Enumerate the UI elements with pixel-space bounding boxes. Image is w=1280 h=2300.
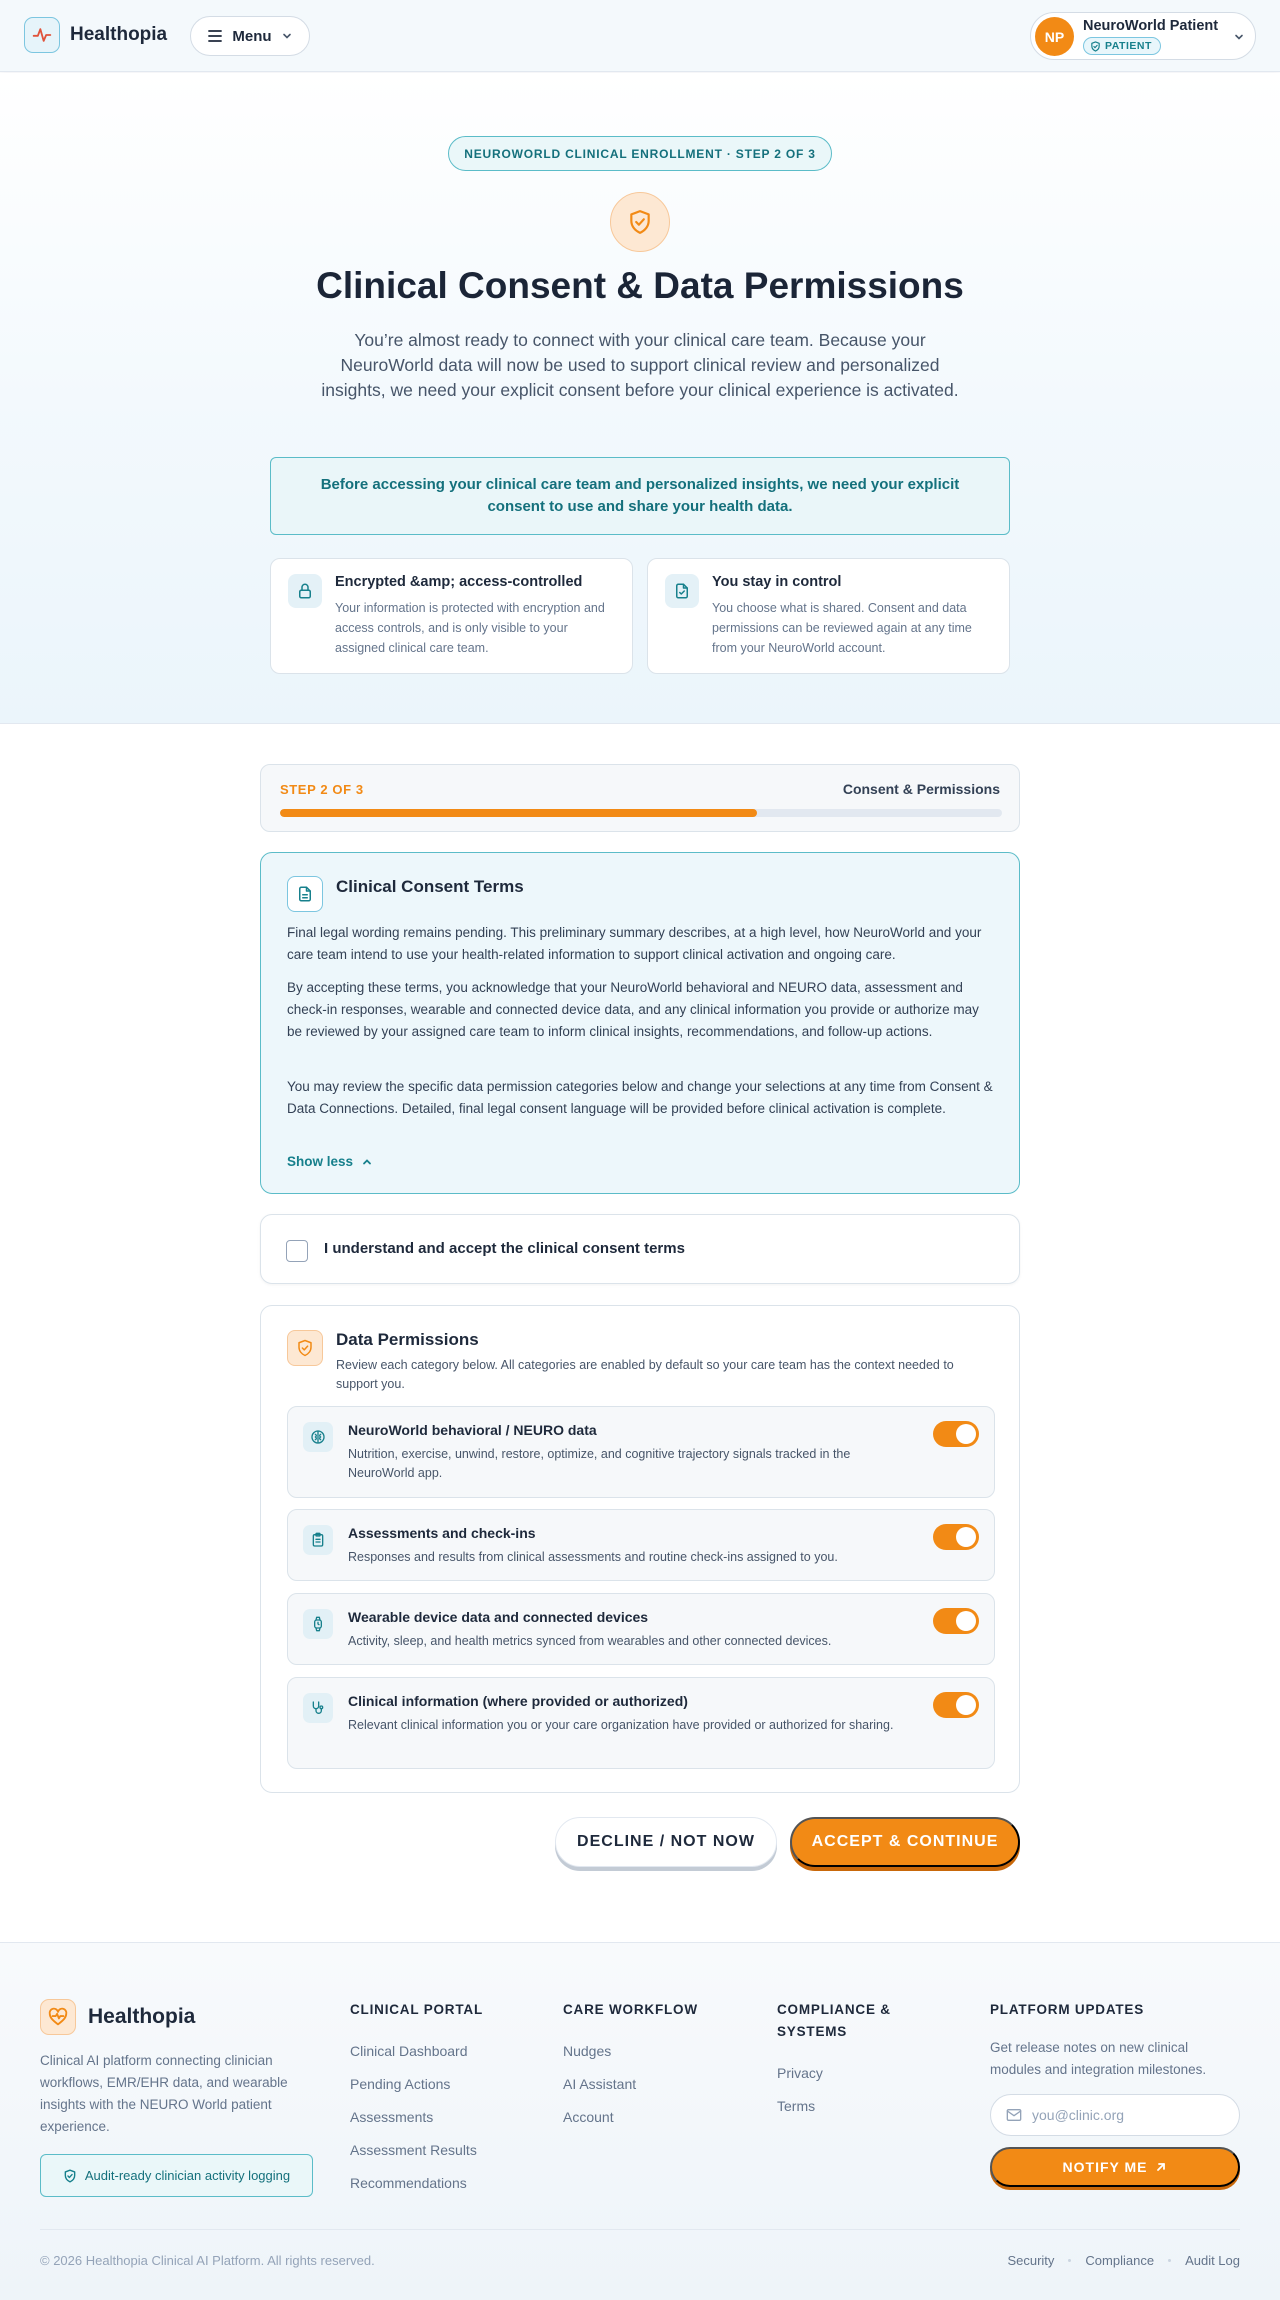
footer-brand-name: Healthopia (88, 2005, 196, 2028)
shield-check-icon (63, 2169, 77, 2183)
progress-track (280, 809, 1002, 817)
role-badge-label: PATIENT (1105, 40, 1152, 52)
permission-title: NeuroWorld behavioral / NEURO data (348, 1422, 597, 1438)
footer-link[interactable]: Assessments (350, 2109, 434, 2125)
footer-link[interactable]: Account (563, 2109, 614, 2125)
permission-item-neuro-data (287, 1406, 995, 1498)
permission-description: Nutrition, exercise, unwind, restore, optimize, and cognitive trajectory signals tracked in the NeuroWorld app. (348, 1447, 851, 1480)
document-icon (287, 876, 323, 912)
footer-link[interactable]: Recommendations (350, 2175, 467, 2191)
footer-link[interactable]: Pending Actions (350, 2076, 451, 2092)
lock-icon (288, 574, 322, 608)
show-less-toggle[interactable] (287, 1154, 373, 1169)
menu-label: Menu (232, 27, 272, 45)
notify-me-button[interactable] (990, 2147, 1240, 2187)
accept-terms-row[interactable] (260, 1214, 1020, 1284)
toggle-knob (956, 1695, 976, 1715)
hero-section (0, 73, 1280, 724)
feature-title: Encrypted &amp; access-controlled (335, 574, 583, 590)
arrow-up-right-icon (1155, 2161, 1167, 2173)
permission-title: Assessments and check-ins (348, 1525, 536, 1541)
feature-title: You stay in control (712, 574, 842, 590)
mail-icon (1006, 2108, 1022, 2122)
user-menu[interactable] (1030, 12, 1256, 60)
accept-continue-button[interactable]: ACCEPT & CONTINUE (790, 1817, 1020, 1867)
toggle-knob (956, 1424, 976, 1444)
footer-brand[interactable] (40, 1999, 195, 2035)
data-permissions-title: Data Permissions (336, 1330, 479, 1349)
menu-button[interactable] (190, 16, 310, 56)
data-permissions-card (260, 1305, 1020, 1793)
permission-toggle[interactable] (933, 1692, 979, 1718)
chevron-down-icon (281, 30, 293, 42)
permission-description: Responses and results from clinical assessments and routine check-ins assigned to you. (348, 1550, 838, 1564)
permission-title: Wearable device data and connected devices (348, 1609, 649, 1625)
progress-step-label: STEP 2 OF 3 (280, 782, 364, 797)
data-permissions-description: Review each category below. All categories are enabled by default so your care team has the context needed to support you. (336, 1358, 954, 1391)
consent-terms-title: Clinical Consent Terms (336, 877, 524, 896)
legal-links (1007, 2253, 1240, 2268)
permission-item-assessments (287, 1509, 995, 1581)
feature-card-control (647, 558, 1010, 674)
toggle-knob (956, 1527, 976, 1547)
chevron-down-icon (1233, 31, 1245, 43)
permission-toggle[interactable] (933, 1608, 979, 1634)
consent-terms-card (260, 852, 1020, 1194)
consent-notice: Before accessing your clinical care team and personalized insights, we need your explicit consent to use and share your health data. (270, 457, 1010, 535)
hamburger-icon (207, 29, 223, 43)
brand[interactable] (24, 17, 167, 53)
progress-section-label: Consent & Permissions (842, 781, 1000, 797)
notify-me-label: NOTIFY ME (1062, 2159, 1148, 2175)
permission-description: Relevant clinical information you or your care organization have provided or authorized for sharing. (348, 1718, 894, 1732)
consent-terms-paragraph: Final legal wording remains pending. This preliminary summary describes, at a high level, how NeuroWorld and your care team intend to use your health-related information to support clinical activation and ongoing care. (287, 925, 982, 962)
audit-badge-label: Audit-ready clinician activity logging (84, 2168, 291, 2183)
footer-link[interactable]: Privacy (777, 2065, 823, 2081)
footer-column-title: CARE WORKFLOW (563, 2002, 698, 2017)
file-check-icon (665, 574, 699, 608)
permission-title: Clinical information (where provided or authorized) (348, 1693, 688, 1709)
consent-terms-paragraph: You may review the specific data permission categories below and change your selections at any time from Consent & Data Connections. Detailed, final legal consent language will be provided before clinical activation is complete. (287, 1079, 993, 1116)
enrollment-step-pill: NEUROWORLD CLINICAL ENROLLMENT · STEP 2 OF 3 (448, 136, 832, 171)
feature-description: You choose what is shared. Consent and data permissions can be reviewed again at any time from your NeuroWorld account. (712, 601, 972, 655)
clipboard-icon (303, 1525, 333, 1555)
stethoscope-icon (303, 1693, 333, 1723)
watch-icon (303, 1609, 333, 1639)
footer-column-title: COMPLIANCE & SYSTEMS (777, 2002, 891, 2039)
audit-badge (40, 2154, 313, 2197)
shield-check-icon (1090, 41, 1101, 52)
legal-link-security[interactable]: Security (1007, 2253, 1055, 2268)
email-field-wrapper (990, 2094, 1240, 2136)
separator-dot (1168, 2259, 1171, 2262)
footer-link[interactable]: Terms (777, 2098, 816, 2114)
email-field[interactable] (1032, 2107, 1222, 2123)
accept-terms-checkbox[interactable] (286, 1240, 308, 1262)
footer-link[interactable]: Assessment Results (350, 2142, 477, 2158)
site-footer (0, 1942, 1280, 2300)
permission-item-clinical-info (287, 1677, 995, 1769)
top-navigation-bar (0, 0, 1280, 72)
permission-toggle[interactable] (933, 1421, 979, 1447)
brain-icon (303, 1422, 333, 1452)
shield-check-icon (610, 192, 670, 252)
footer-link[interactable]: Nudges (563, 2043, 612, 2059)
footer-link[interactable]: Clinical Dashboard (350, 2043, 468, 2059)
accept-terms-label[interactable]: I understand and accept the clinical consent terms (324, 1240, 685, 1257)
copyright: © 2026 Healthopia Clinical AI Platform. All rights reserved. (40, 2253, 375, 2268)
brand-name: Healthopia (70, 24, 168, 45)
permission-toggle[interactable] (933, 1524, 979, 1550)
shield-check-icon (287, 1330, 323, 1366)
role-badge (1083, 37, 1161, 55)
footer-tagline: Clinical AI platform connecting clinician workflows, EMR/EHR data, and wearable insights with the NEURO World patient experience. (40, 2053, 288, 2134)
pulse-icon (24, 17, 60, 53)
chevron-up-icon (361, 1156, 373, 1168)
page-title: Clinical Consent & Data Permissions (316, 265, 964, 306)
permission-item-wearables (287, 1593, 995, 1665)
footer-column-care-workflow (563, 1999, 753, 2134)
separator-dot (1068, 2259, 1071, 2262)
page-subtitle: You’re almost ready to connect with your clinical care team. Because your NeuroWorld data will now be used to support clinical review and personalized insights, we need your explicit consent before your clinical experience is activated. (321, 330, 959, 400)
legal-link-compliance[interactable]: Compliance (1085, 2253, 1155, 2268)
footer-column-title: CLINICAL PORTAL (350, 2002, 483, 2017)
decline-button[interactable]: DECLINE / NOT NOW (555, 1817, 777, 1867)
show-less-label: Show less (287, 1154, 354, 1169)
feature-card-encryption (270, 558, 633, 674)
footer-link[interactable]: AI Assistant (563, 2076, 637, 2092)
footer-divider (40, 2229, 1240, 2230)
feature-description: Your information is protected with encryption and access controls, and is only visible to your assigned clinical care team. (335, 601, 605, 655)
avatar: NP (1035, 17, 1074, 56)
legal-link-audit-log[interactable]: Audit Log (1185, 2253, 1240, 2268)
progress-fill (280, 809, 757, 817)
footer-column-compliance (777, 1999, 917, 2123)
step-progress (260, 764, 1020, 832)
footer-column-clinical-portal (350, 1999, 540, 2200)
platform-updates-text: Get release notes on new clinical modules and integration milestones. (990, 2040, 1207, 2077)
toggle-knob (956, 1611, 976, 1631)
footer-column-title: PLATFORM UPDATES (990, 2002, 1145, 2017)
consent-terms-paragraph: By accepting these terms, you acknowledge that your NeuroWorld behavioral and NEURO data, assessment and check-in responses, wearable and connected device data, and any clinical information you provide or authorize may be reviewed by your assigned care team to inform clinical insights, recommendations, and follow-up actions. (287, 980, 979, 1039)
permission-description: Activity, sleep, and health metrics synced from wearables and other connected devices. (348, 1634, 832, 1648)
user-name: NeuroWorld Patient (1083, 18, 1219, 34)
heart-pulse-icon (40, 1999, 76, 2035)
footer-column-platform-updates (990, 1999, 1240, 2021)
